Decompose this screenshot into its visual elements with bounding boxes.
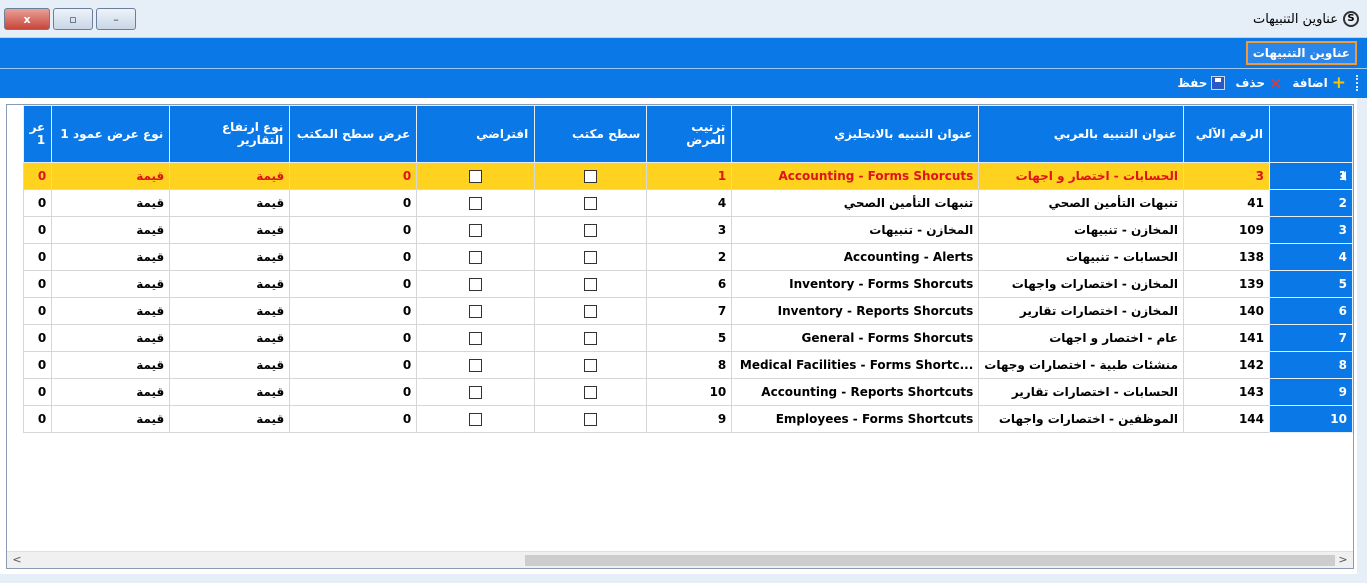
column1-width-type-cell[interactable]: قيمة [52,325,170,352]
scroll-thumb[interactable] [525,555,1335,566]
header-bar [0,38,1367,98]
desktop-width-cell[interactable]: 0 [290,271,417,298]
delete-button[interactable] [1235,74,1282,93]
row-number-cell[interactable] [1270,244,1353,271]
english-title-cell[interactable]: Inventory - Reports Shorcuts [732,298,979,325]
bottom-frame [0,574,1367,583]
checkbox[interactable] [469,386,482,399]
report-height-type-cell[interactable]: قيمة [170,298,290,325]
english-title-cell[interactable]: Employees - Forms Shortcuts [732,406,979,433]
tab-alerts-titles[interactable]: عناوين التنبيهات [1246,41,1357,65]
english-title-cell[interactable]: تنبهات التأمين الصحي [732,190,979,217]
arabic-title-cell[interactable]: عام - اختصار و اجهات [979,325,1184,352]
plus-icon: + [1331,73,1346,93]
auto-id-cell[interactable]: 41 [1184,190,1270,217]
row-number-cell[interactable] [1270,271,1353,298]
checkbox[interactable] [469,197,482,210]
desktop-checkbox [535,217,647,244]
column1-width-type-cell[interactable]: قيمة [52,190,170,217]
row-number: 7 [1338,331,1347,345]
checkbox[interactable] [584,359,597,372]
row-number-cell[interactable] [1270,379,1353,406]
display-order-cell[interactable]: 7 [647,298,732,325]
toolbar-grip[interactable] [1356,75,1359,91]
desktop-checkbox [535,325,647,352]
horizontal-scrollbar[interactable] [7,551,1353,568]
display-order-cell[interactable]: 8 [647,352,732,379]
display-order-cell[interactable]: 1 [647,163,732,190]
auto-id-cell[interactable]: 109 [1184,217,1270,244]
english-title-cell[interactable]: General - Forms Shorcuts [732,325,979,352]
desktop-width-cell[interactable]: 0 [290,379,417,406]
english-title-cell[interactable]: المخازن - تنبيهات [732,217,979,244]
report-height-type-cell[interactable]: قيمة [170,379,290,406]
english-title-cell[interactable]: Accounting - Reports Shortcuts [732,379,979,406]
column1-cell[interactable]: 0 [23,406,52,433]
desktop-checkbox [535,379,647,406]
display-order-cell[interactable]: 10 [647,379,732,406]
column1-width-type-cell[interactable]: قيمة [52,244,170,271]
auto-id-header[interactable]: الرقم الآلي [1184,106,1270,163]
row-number: 3 [1338,223,1347,237]
delete-x-icon: ✕ [1268,73,1283,93]
column1-width-type-cell[interactable]: قيمة [52,352,170,379]
arabic-title-cell[interactable]: تنبهات التأمين الصحي [979,190,1184,217]
desktop-checkbox [535,244,647,271]
column1-cell[interactable]: 0 [23,217,52,244]
column1-cell[interactable]: 0 [23,271,52,298]
column1-width-type-header[interactable]: نوع عرض عمود 1 [52,106,170,163]
row-number-cell[interactable] [1270,217,1353,244]
column1-cell[interactable]: 0 [23,298,52,325]
table-row[interactable] [23,298,1352,325]
checkbox[interactable] [469,413,482,426]
report-height-type-cell[interactable]: قيمة [170,190,290,217]
desktop-width-cell[interactable]: 0 [290,217,417,244]
desktop-width-cell[interactable]: 0 [290,406,417,433]
row-number-cell[interactable] [1270,163,1353,190]
rownum-header[interactable] [1270,106,1353,163]
app-icon: S [1343,11,1359,27]
add-button[interactable] [1292,73,1346,93]
display-order-cell[interactable]: 9 [647,406,732,433]
auto-id-cell[interactable]: 143 [1184,379,1270,406]
column1-cell[interactable]: 0 [23,190,52,217]
report-height-type-cell[interactable]: قيمة [170,244,290,271]
desktop-checkbox [535,406,647,433]
alerts-table [23,105,1353,433]
default-checkbox [417,244,535,271]
desktop-width-cell[interactable]: 0 [290,352,417,379]
column1-cell[interactable]: 0 [23,379,52,406]
desktop-width-header[interactable]: عرض سطح المكتب [290,106,417,163]
default-checkbox [417,217,535,244]
right-frame [1357,98,1367,574]
checkbox[interactable] [584,332,597,345]
desktop-checkbox [535,298,647,325]
row-number-cell[interactable] [1270,352,1353,379]
add-label: اضافة [1292,76,1328,90]
restore-button[interactable]: ▫ [53,8,93,30]
save-disk-icon [1211,76,1225,90]
checkbox[interactable] [584,224,597,237]
default-checkbox [417,325,535,352]
alerts-grid [6,104,1354,569]
report-height-type-header[interactable]: نوع ارتفاع التقارير [170,106,290,163]
arabic-title-cell[interactable]: الحسابات - تنبيهات [979,244,1184,271]
checkbox[interactable] [469,224,482,237]
table-header-row [23,106,1352,163]
column1-width-type-cell[interactable]: قيمة [52,406,170,433]
english-title-cell[interactable]: Inventory - Forms Shorcuts [732,271,979,298]
column1-header[interactable]: عر 1 [23,106,52,163]
table-row[interactable] [23,271,1352,298]
row-number-cell[interactable] [1270,298,1353,325]
display-order-header[interactable]: ترتيب العرض [647,106,732,163]
table-row[interactable] [23,352,1352,379]
delete-label: حذف [1235,76,1265,90]
row-number: 10 [1330,412,1347,426]
report-height-type-cell[interactable]: قيمة [170,325,290,352]
arabic-title-header[interactable]: عنوان التنبيه بالعربي [979,106,1184,163]
scroll-right-icon[interactable]: > [1338,553,1348,566]
row-number: 4 [1338,250,1347,264]
auto-id-cell[interactable]: 144 [1184,406,1270,433]
checkbox[interactable] [469,170,482,183]
row-number-cell[interactable] [1270,406,1353,433]
row-number: 1 [1338,169,1347,183]
close-button[interactable]: x [4,8,50,30]
checkbox[interactable] [584,278,597,291]
report-height-type-cell[interactable]: قيمة [170,406,290,433]
checkbox[interactable] [469,278,482,291]
toolbar [1177,72,1359,94]
auto-id-cell[interactable]: 142 [1184,352,1270,379]
arabic-title-cell[interactable]: الحسابات - اختصارات تقارير [979,379,1184,406]
auto-id-cell[interactable]: 139 [1184,271,1270,298]
auto-id-cell[interactable]: 140 [1184,298,1270,325]
current-row-arrow-icon [1340,171,1346,181]
english-title-cell[interactable]: Medical Facilities - Forms Shortc... [732,352,979,379]
display-order-cell[interactable]: 2 [647,244,732,271]
default-checkbox [417,298,535,325]
desktop-width-cell[interactable]: 0 [290,244,417,271]
table-row[interactable] [23,244,1352,271]
report-height-type-cell[interactable]: قيمة [170,271,290,298]
arabic-title-cell[interactable]: المخازن - اختصارات واجهات [979,271,1184,298]
column1-width-type-cell[interactable]: قيمة [52,217,170,244]
display-order-cell[interactable]: 4 [647,190,732,217]
window-title: عناوين التنبيهات [1252,11,1338,27]
checkbox[interactable] [469,251,482,264]
desktop-checkbox [535,190,647,217]
checkbox[interactable] [469,359,482,372]
save-button[interactable] [1177,76,1225,90]
auto-id-cell[interactable]: 3 [1184,163,1270,190]
desktop-header[interactable]: سطح مكتب [535,106,647,163]
table-row[interactable] [23,379,1352,406]
row-number-cell[interactable] [1270,325,1353,352]
default-checkbox [417,352,535,379]
arabic-title-cell[interactable]: الموظفين - اختصارات واجهات [979,406,1184,433]
auto-id-cell[interactable]: 138 [1184,244,1270,271]
column1-cell[interactable]: 0 [23,352,52,379]
table-row[interactable] [23,163,1352,190]
checkbox[interactable] [584,305,597,318]
desktop-checkbox [535,163,647,190]
desktop-width-cell[interactable]: 0 [290,163,417,190]
checkbox[interactable] [469,305,482,318]
english-title-header[interactable]: عنوان التنبيه بالانجليزي [732,106,979,163]
report-height-type-cell[interactable]: قيمة [170,217,290,244]
default-header[interactable]: افتراضي [417,106,535,163]
save-label: حفظ [1177,76,1208,90]
table-row[interactable] [23,325,1352,352]
display-order-cell[interactable]: 6 [647,271,732,298]
column1-width-type-cell[interactable]: قيمة [52,298,170,325]
table-row[interactable] [23,406,1352,433]
column1-cell[interactable]: 0 [23,244,52,271]
scroll-left-icon[interactable]: < [12,553,22,566]
column1-width-type-cell[interactable]: قيمة [52,271,170,298]
desktop-checkbox [535,271,647,298]
arabic-title-cell[interactable]: المخازن - اختصارات تقارير [979,298,1184,325]
row-number: 9 [1338,385,1347,399]
default-checkbox [417,163,535,190]
window-title-group [1253,11,1359,27]
row-number: 6 [1338,304,1347,318]
checkbox[interactable] [584,386,597,399]
desktop-checkbox [535,352,647,379]
column1-cell[interactable]: 0 [23,163,52,190]
checkbox[interactable] [584,170,597,183]
auto-id-cell[interactable]: 141 [1184,325,1270,352]
checkbox[interactable] [584,251,597,264]
arabic-title-cell[interactable]: الحسابات - اختصار و اجهات [979,163,1184,190]
desktop-width-cell[interactable]: 0 [290,298,417,325]
row-number: 8 [1338,358,1347,372]
default-checkbox [417,406,535,433]
english-title-cell[interactable]: Accounting - Forms Shorcuts [732,163,979,190]
window-controls [4,8,136,30]
default-checkbox [417,190,535,217]
default-checkbox [417,379,535,406]
arabic-title-cell[interactable]: المخازن - تنبيهات [979,217,1184,244]
english-title-cell[interactable]: Accounting - Alerts [732,244,979,271]
minimize-button[interactable]: – [96,8,136,30]
display-order-cell[interactable]: 5 [647,325,732,352]
arabic-title-cell[interactable]: منشئات طبية - اختصارات وجهات [979,352,1184,379]
default-checkbox [417,271,535,298]
column1-width-type-cell[interactable]: قيمة [52,163,170,190]
row-number: 2 [1338,196,1347,210]
checkbox[interactable] [584,413,597,426]
checkbox[interactable] [584,197,597,210]
table-row[interactable] [23,217,1352,244]
toolbar-divider [0,68,1367,69]
row-number-cell[interactable] [1270,190,1353,217]
report-height-type-cell[interactable]: قيمة [170,163,290,190]
desktop-width-cell[interactable]: 0 [290,190,417,217]
checkbox[interactable] [469,332,482,345]
column1-cell[interactable]: 0 [23,325,52,352]
table-row[interactable] [23,190,1352,217]
report-height-type-cell[interactable]: قيمة [170,352,290,379]
display-order-cell[interactable]: 3 [647,217,732,244]
column1-width-type-cell[interactable]: قيمة [52,379,170,406]
desktop-width-cell[interactable]: 0 [290,325,417,352]
window-titlebar [0,0,1367,38]
row-number: 5 [1338,277,1347,291]
